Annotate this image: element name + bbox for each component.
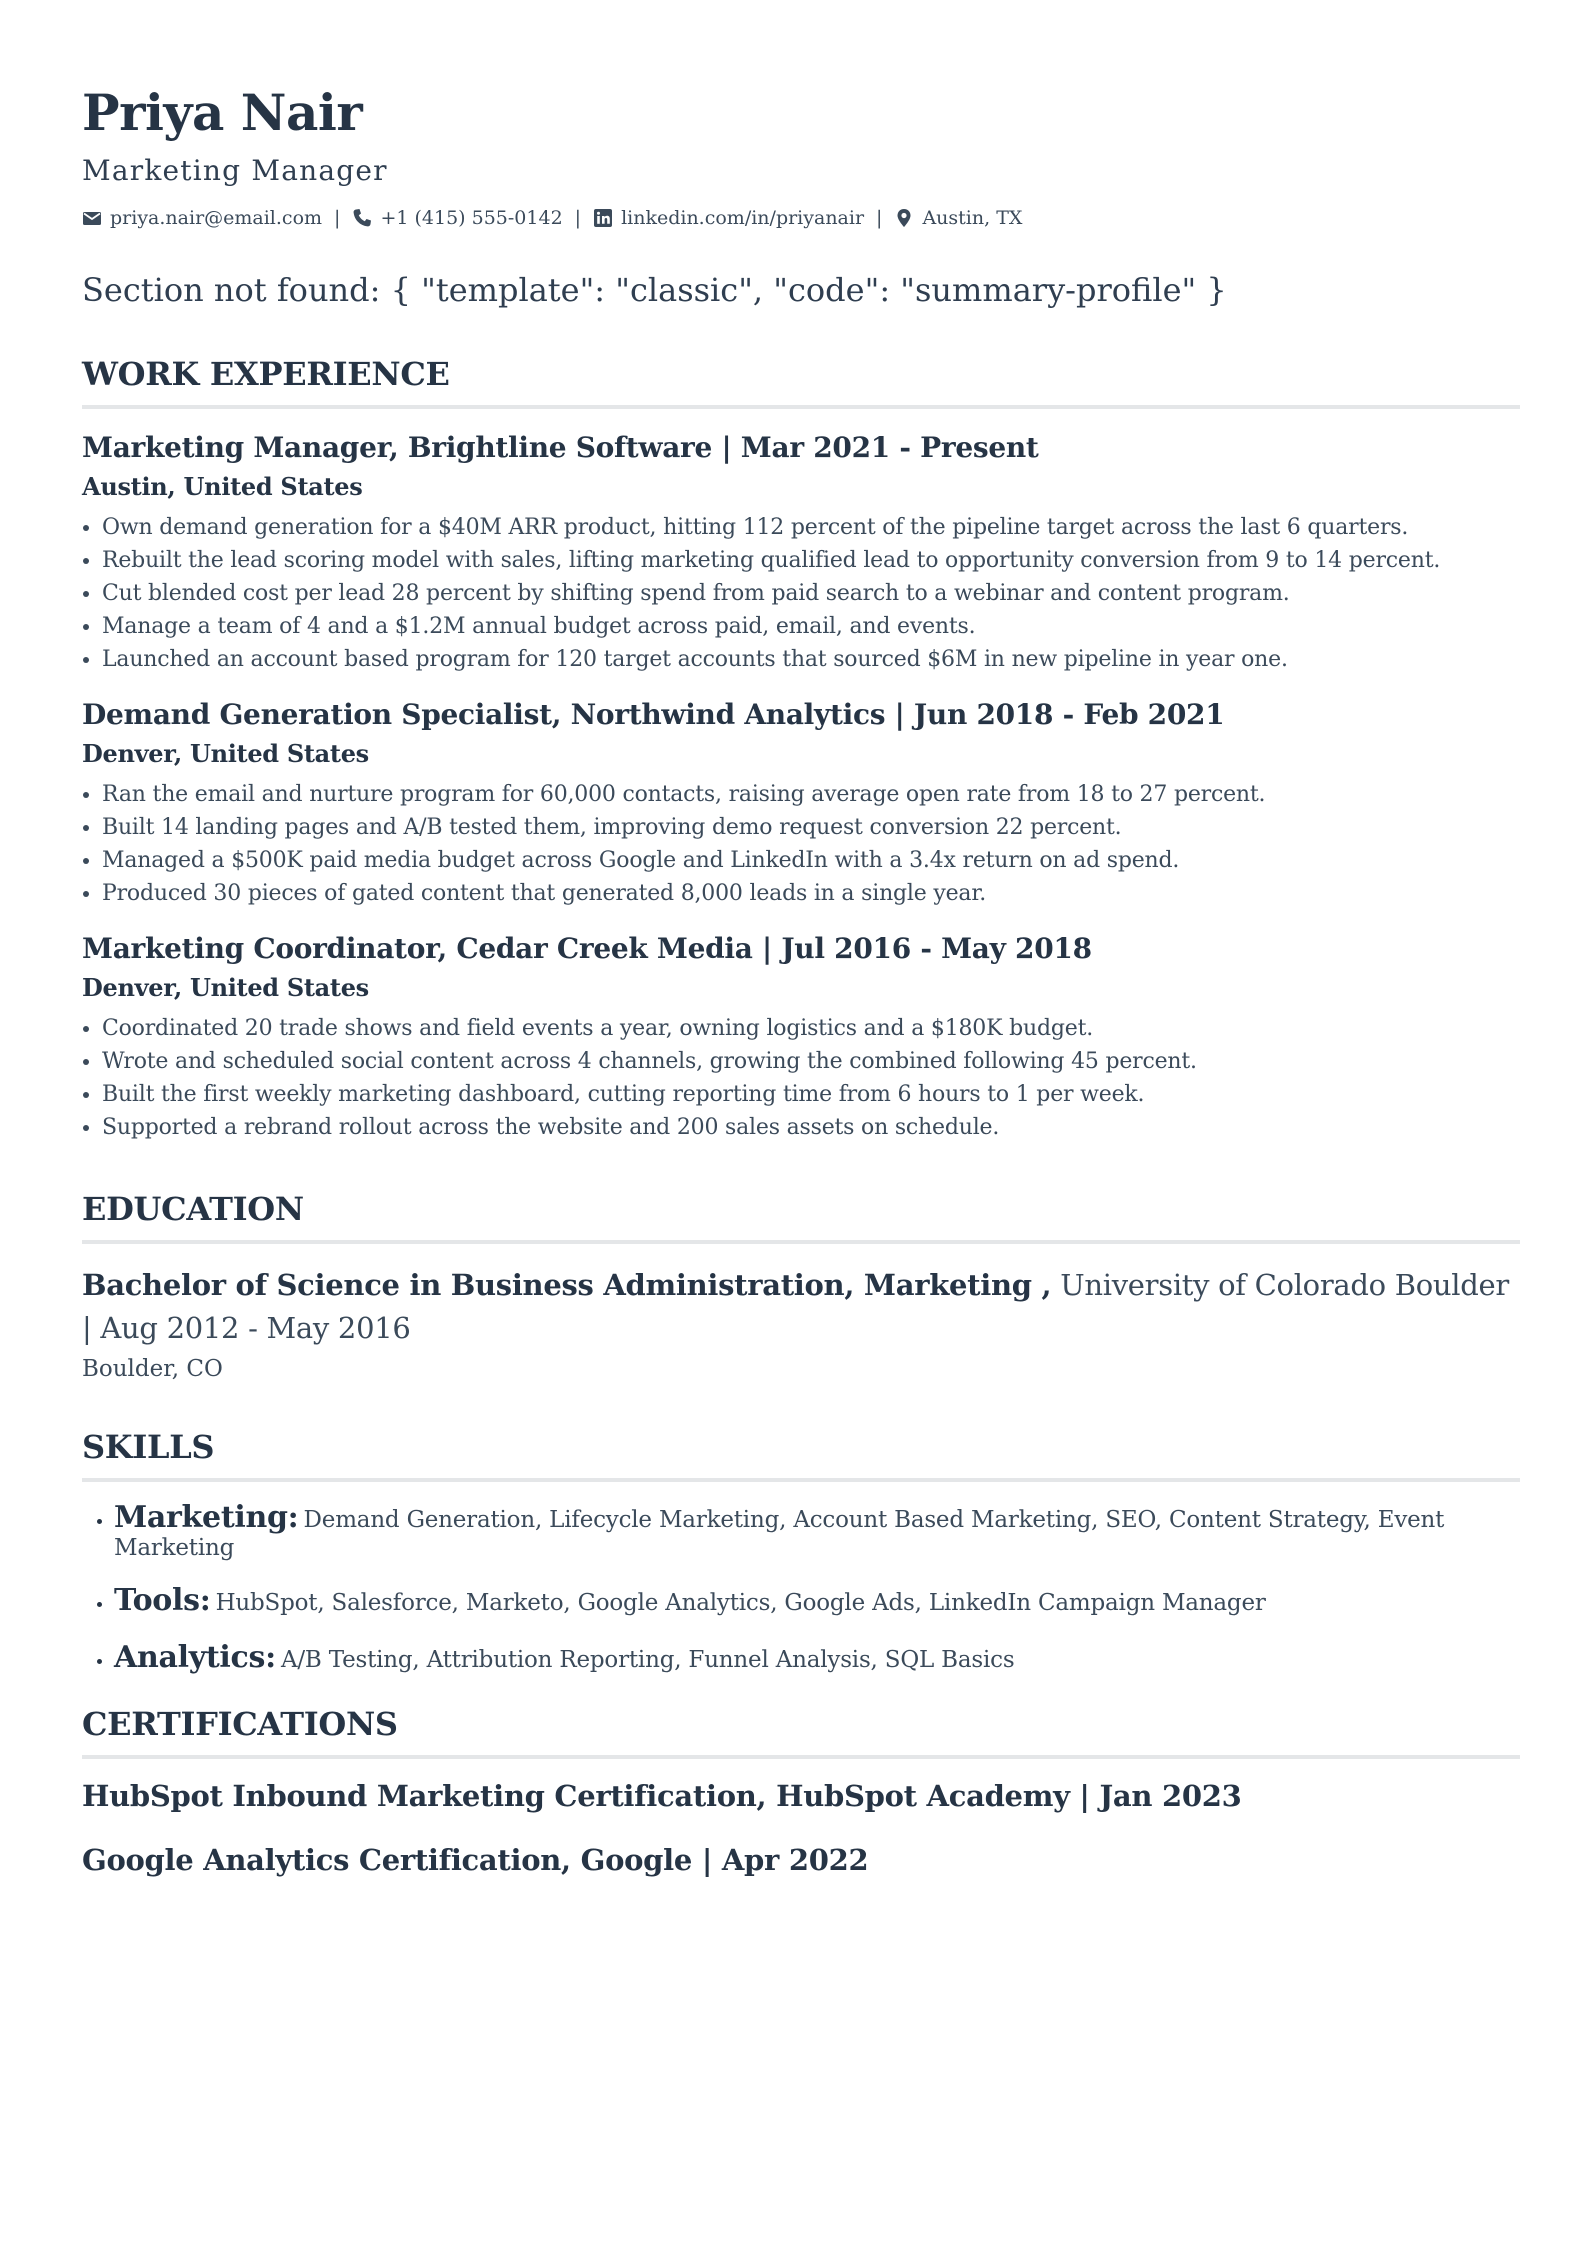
- candidate-name: Priya Nair: [82, 83, 363, 142]
- email-text: priya.nair@email.com: [110, 207, 323, 229]
- job-entry: [82, 431, 1520, 676]
- job-bullet: • Built 14 landing pages and A/B tested them, improving demo request conversion 22 percent.: [102, 811, 1520, 844]
- contact-location: [894, 207, 1022, 229]
- contact-email[interactable]: [82, 207, 322, 229]
- degree: Bachelor of Science in Business Administration, Marketing ,: [82, 1268, 1052, 1302]
- skill-category: Marketing:: [114, 1500, 299, 1535]
- job-entry: [82, 698, 1520, 910]
- job-location: Austin, United States: [82, 472, 363, 501]
- skills-list: [82, 1500, 1520, 1675]
- contact-separator: |: [876, 207, 883, 229]
- job-bullets: [82, 511, 1520, 676]
- job-bullet: • Built the first weekly marketing dashboard, cutting reporting time from 6 hours to 1 per week.: [102, 1078, 1520, 1111]
- job-bullet: • Managed a $500K paid media budget across Google and LinkedIn with a 3.4x return on ad spend.: [102, 844, 1520, 877]
- skill-values: Demand Generation, Lifecycle Marketing, Account Based Marketing, SEO, Content Strategy, Event Marketing: [114, 1507, 1445, 1561]
- phone-text: +1 (415) 555-0142: [380, 207, 563, 229]
- contact-phone[interactable]: [352, 207, 562, 229]
- job-location: Denver, United States: [82, 973, 369, 1002]
- job-bullet: • Produced 30 pieces of gated content that generated 8,000 leads in a single year.: [102, 877, 1520, 910]
- section-title-skills: SKILLS: [82, 1428, 1520, 1482]
- skill-values: A/B Testing, Attribution Reporting, Funnel Analysis, SQL Basics: [280, 1647, 1015, 1673]
- skill-category: Tools:: [114, 1583, 211, 1618]
- certification-item: HubSpot Inbound Marketing Certification, HubSpot Academy | Jan 2023: [82, 1779, 1242, 1813]
- job-bullet: • Supported a rebrand rollout across the website and 200 sales assets on schedule.: [102, 1111, 1520, 1144]
- certification-item: Google Analytics Certification, Google | Apr 2022: [82, 1843, 869, 1877]
- job-entry: [82, 932, 1520, 1144]
- job-heading: Demand Generation Specialist, Northwind Analytics | Jun 2018 - Feb 2021: [82, 698, 1225, 731]
- job-location: Denver, United States: [82, 739, 369, 768]
- job-bullet: • Cut blended cost per lead 28 percent by shifting spend from paid search to a webinar and content program.: [102, 577, 1520, 610]
- contact-linkedin[interactable]: [593, 207, 864, 229]
- contact-bar: [82, 207, 1520, 229]
- job-bullet: • Manage a team of 4 and a $1.2M annual budget across paid, email, and events.: [102, 610, 1520, 643]
- linkedin-text: linkedin.com/in/priyanair: [621, 207, 865, 229]
- candidate-headline: Marketing Manager: [82, 154, 388, 187]
- job-heading: Marketing Manager, Brightline Software | Mar 2021 - Present: [82, 431, 1039, 464]
- skill-item: [114, 1500, 1520, 1561]
- skill-category: Analytics:: [114, 1640, 276, 1675]
- contact-separator: |: [574, 207, 582, 229]
- job-bullet: • Own demand generation for a $40M ARR product, hitting 112 percent of the pipeline target across the last 6 quarters.: [102, 511, 1520, 544]
- skill-item: [114, 1640, 1520, 1675]
- education-location: Boulder, CO: [82, 1356, 223, 1382]
- map-pin-icon: [894, 208, 914, 228]
- job-bullet: • Launched an account based program for 120 target accounts that sourced $6M in new pipeline in year one.: [102, 643, 1520, 676]
- summary-missing-notice: Section not found: { "template": "classic", "code": "summary-profile" }: [82, 271, 1227, 309]
- skill-values: HubSpot, Salesforce, Marketo, Google Analytics, Google Ads, LinkedIn Campaign Manager: [215, 1590, 1266, 1616]
- job-bullet: • Coordinated 20 trade shows and field events a year, owning logistics and a $180K budget.: [102, 1012, 1520, 1045]
- phone-icon: [352, 208, 372, 228]
- job-bullets: [82, 1012, 1520, 1144]
- section-title-experience: WORK EXPERIENCE: [82, 355, 1520, 409]
- education-entry: [82, 1264, 1520, 1382]
- school-dates: University of Colorado Boulder | Aug 2012 - May 2016: [82, 1268, 1509, 1345]
- job-heading: Marketing Coordinator, Cedar Creek Media | Jul 2016 - May 2018: [82, 932, 1092, 965]
- envelope-icon: [82, 208, 102, 228]
- job-bullet: • Wrote and scheduled social content across 4 channels, growing the combined following 45 percent.: [102, 1045, 1520, 1078]
- skill-item: [114, 1583, 1520, 1618]
- section-title-education: EDUCATION: [82, 1190, 1520, 1244]
- job-bullet: • Ran the email and nurture program for 60,000 contacts, raising average open rate from 18 to 27 percent.: [102, 778, 1520, 811]
- section-title-certifications: CERTIFICATIONS: [82, 1705, 1520, 1759]
- linkedin-icon: [593, 208, 613, 228]
- job-bullet: • Rebuilt the lead scoring model with sales, lifting marketing qualified lead to opportunity conversion from 9 to 14 percent.: [102, 544, 1520, 577]
- education-line: [82, 1264, 1520, 1350]
- job-bullets: [82, 778, 1520, 910]
- contact-separator: |: [334, 207, 341, 229]
- location-text: Austin, TX: [922, 207, 1023, 229]
